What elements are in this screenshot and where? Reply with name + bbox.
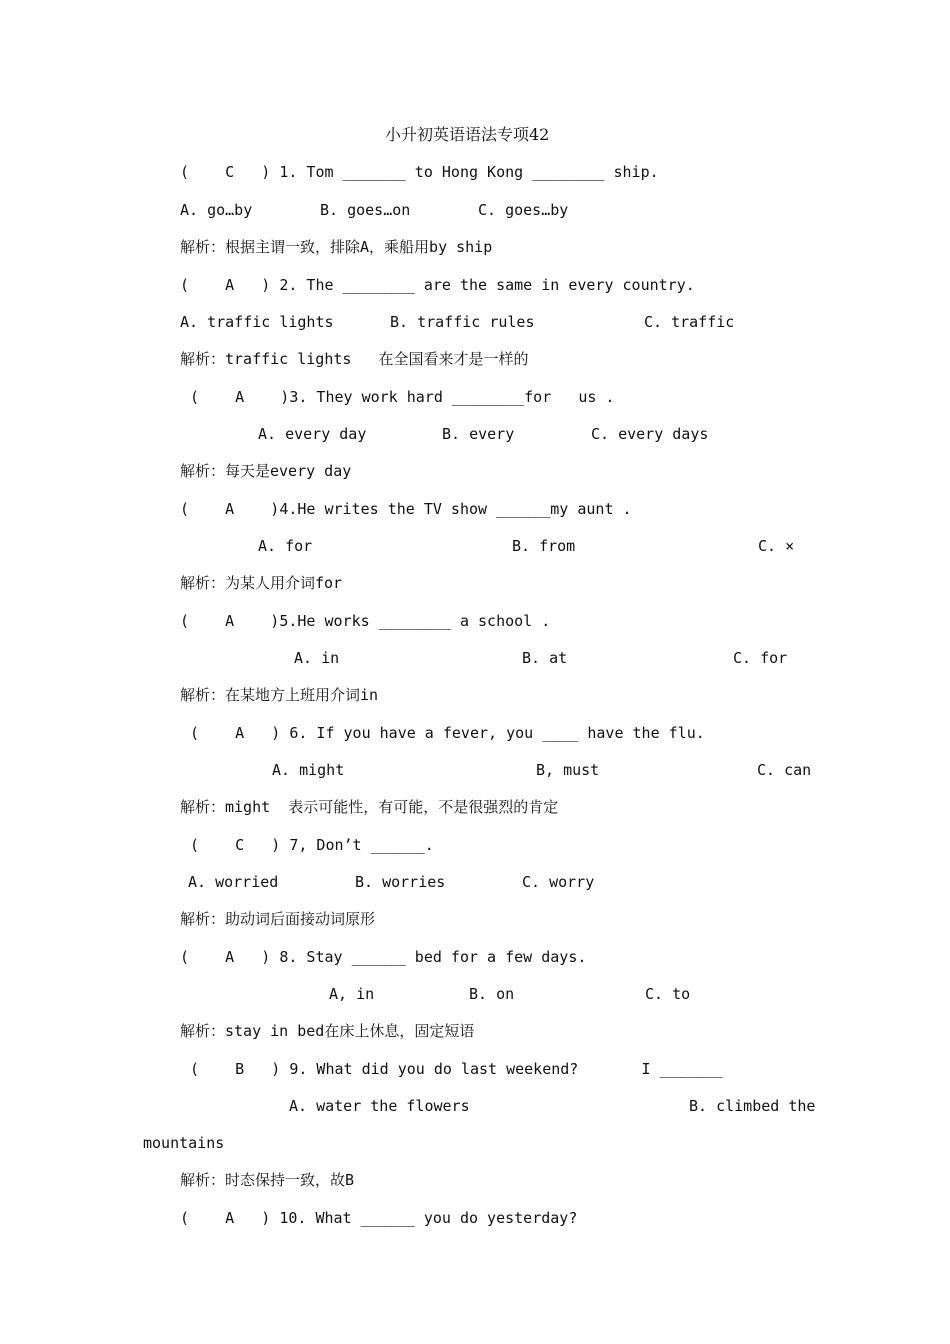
question-9-stem: ( B ) 9. What did you do last weekend? I _______ xyxy=(190,1060,723,1078)
question-8-stem: ( A ) 8. Stay ______ bed for a few days. xyxy=(180,948,587,966)
question-5-stem: ( A )5.He works ________ a school . xyxy=(180,612,551,630)
question-4-stem: ( A )4.He writes the TV show ______my aunt . xyxy=(180,500,632,518)
question-9-option-b: B. climbed the xyxy=(689,1097,816,1115)
question-2-option-a: A. traffic lights xyxy=(180,313,334,331)
question-2-stem: ( A ) 2. The ________ are the same in every country. xyxy=(180,276,695,294)
question-6-option-b: B, must xyxy=(536,761,600,779)
question-9-analysis: 解析：时态保持一致，故B xyxy=(180,1171,355,1189)
question-2-analysis: 解析：traffic lights 在全国看来才是一样的 xyxy=(180,350,529,368)
question-4-option-b: B. from xyxy=(512,537,576,555)
question-1-stem: ( C ) 1. Tom _______ to Hong Kong ________ ship. xyxy=(180,163,659,181)
question-5-option-b: B. at xyxy=(522,649,568,667)
question-10-stem: ( A ) 10. What ______ you do yesterday? xyxy=(180,1209,578,1227)
question-8-option-b: B. on xyxy=(469,985,515,1003)
question-6-analysis: 解析：might 表示可能性，有可能，不是很强烈的肯定 xyxy=(180,798,559,816)
question-6-option-a: A. might xyxy=(272,761,345,779)
question-1-option-b: B. goes…on xyxy=(320,201,411,219)
question-3-stem: ( A )3. They work hard ________for us . xyxy=(190,388,615,406)
question-7-option-b: B. worries xyxy=(355,873,446,891)
question-4-analysis: 解析：为某人用介词for xyxy=(180,574,343,592)
question-3-option-b: B. every xyxy=(442,425,515,443)
question-8-option-c: C. to xyxy=(645,985,691,1003)
question-7-analysis: 解析：助动词后面接动词原形 xyxy=(180,910,376,928)
question-1-option-a: A. go…by xyxy=(180,201,253,219)
question-7-option-a: A. worried xyxy=(188,873,279,891)
question-1-option-c: C. goes…by xyxy=(478,201,569,219)
question-7-option-c: C. worry xyxy=(522,873,595,891)
question-4-option-c: C. × xyxy=(758,537,795,555)
question-5-analysis: 解析：在某地方上班用介词in xyxy=(180,686,379,704)
question-1-analysis: 解析：根据主谓一致，排除A，乘船用by ship xyxy=(180,238,493,256)
document-title: 小升初英语语法专项42 xyxy=(385,125,550,144)
question-3-option-c: C. every days xyxy=(591,425,709,443)
question-8-option-a: A, in xyxy=(329,985,375,1003)
question-8-analysis: 解析：stay in bed在床上休息，固定短语 xyxy=(180,1022,475,1040)
question-7-stem: ( C ) 7, Don’t ______. xyxy=(190,836,434,854)
question-5-option-c: C. for xyxy=(733,649,788,667)
question-9-option-a: A. water the flowers xyxy=(289,1097,470,1115)
question-4-option-a: A. for xyxy=(258,537,313,555)
question-3-analysis: 解析：每天是every day xyxy=(180,462,352,480)
question-6-option-c: C. can xyxy=(757,761,812,779)
question-2-option-b: B. traffic rules xyxy=(390,313,535,331)
question-3-option-a: A. every day xyxy=(258,425,367,443)
question-5-option-a: A. in xyxy=(294,649,340,667)
question-9-option-b-wrap: mountains xyxy=(143,1134,225,1152)
question-6-stem: ( A ) 6. If you have a fever, you ____ have the flu. xyxy=(190,724,705,742)
question-2-option-c: C. traffic xyxy=(644,313,735,331)
